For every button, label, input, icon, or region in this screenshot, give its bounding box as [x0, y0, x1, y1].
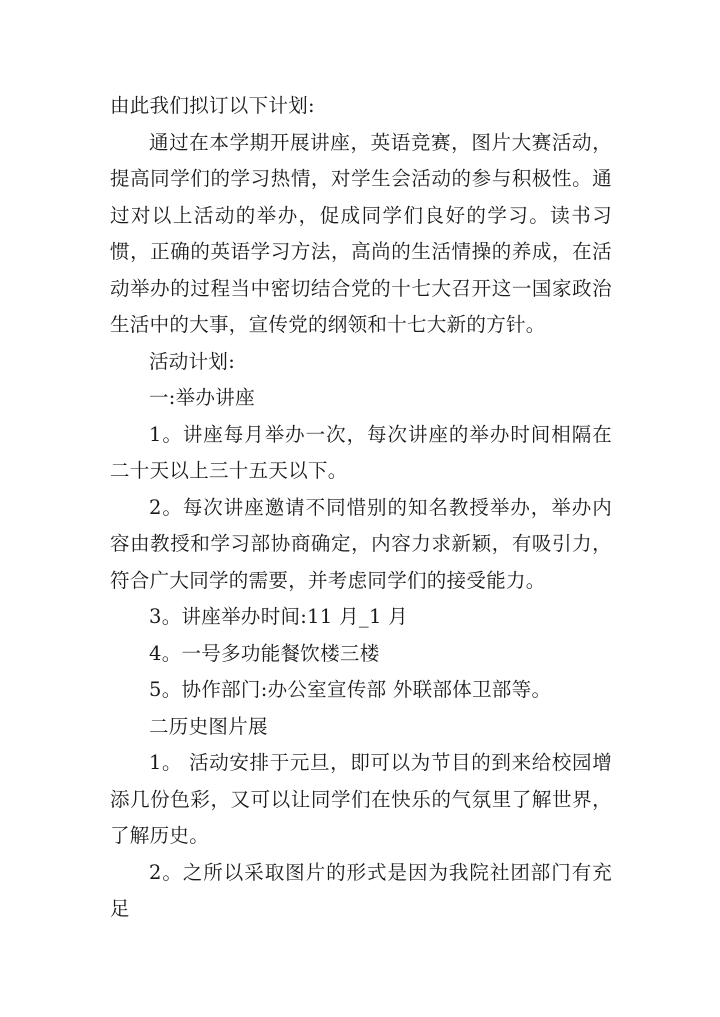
paragraph-item-1: 1。讲座每月举办一次，每次讲座的举办时间相隔在二十天以上三十五天以下。	[110, 422, 612, 482]
paragraph-section-1-heading: 一:举办讲座	[149, 386, 255, 409]
paragraph-intro: 由此我们拟订以下计划:	[110, 94, 315, 117]
paragraph-item-4: 4。一号多功能餐饮楼三楼	[149, 641, 380, 665]
paragraph-purpose: 通过在本学期开展讲座，英语竞赛，图片大赛活动，提高同学们的学习热情，对学生会活动的参与积极性。通过对以上活动的举办，促成同学们良好的学习。读书习惯，正确的英语学习方法，高尚的生活情操的养成，在活动举办的过程当中密切结合党的十七大召开这一国家政治生活中的大事，宣传党的纲领和十七大新的方针。	[110, 130, 612, 336]
paragraph-item-3: 3。讲座举办时间:11 月_1 月	[149, 605, 408, 628]
paragraph-section-2-heading: 二历史图片展	[149, 714, 268, 738]
paragraph-plan-heading: 活动计划:	[149, 349, 236, 373]
paragraph-item-2: 2。每次讲座邀请不同惜别的知名教授举办，举办内容由教授和学习部协商确定，内容力求新颖，有吸引力，符合广大同学的需要，并考虑同学们的接受能力。	[110, 495, 612, 592]
paragraph-item-5: 5。协作部门:办公室宣传部 外联部体卫部等。	[149, 678, 552, 701]
paragraph-section-2-item-2: 2。之所以采取图片的形式是因为我院社团部门有充足	[110, 860, 612, 920]
paragraph-section-2-item-1: 1。 活动安排于元旦，即可以为节目的到来给校园增添几份色彩，又可以让同学们在快乐的气氛里了解世界，了解历史。	[110, 751, 612, 847]
document-body	[110, 88, 612, 928]
